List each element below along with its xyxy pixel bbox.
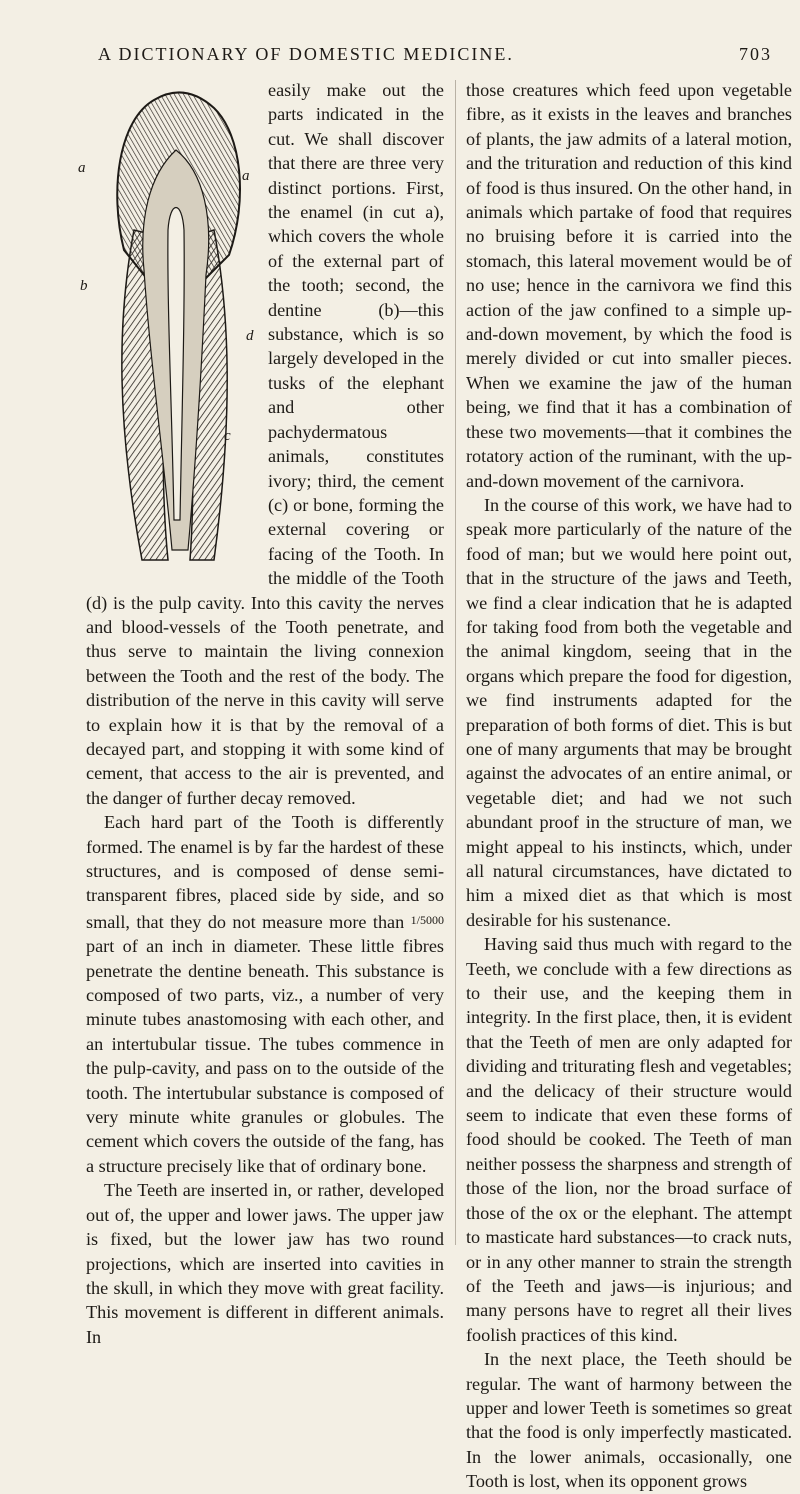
enamel-text-b: part of an inch in diameter. These little fibres penetrate the dentine beneath. This substance is composed of two parts, viz., a number of very minute tubes anastomosing with each other, and an intertubular tissue. The tubes commence in the pulp-cavity, and pass on to the outside of the tooth. The intertubular substance is composed of very minute white granules or globules. The cement which covers the outside of the fang, has a structure precisely like that of ordinary bone.: [86, 936, 444, 1176]
paragraph-jaw-motion: those creatures which feed upon vegetable fibre, as it exists in the leaves and branches of plants, the jaw admits of a lateral motion, and the trituration and reduction of this kind of food is thus insured. On the other hand, in animals which partake of food that requires no bruising before it is carried into the stomach, this lateral movement would be of no use; hence in the carnivora we find this action of the jaw confined to a simple up-and-down movement, by which the food is merely divided or cut into smaller pieces. When we examine the jaw of the human being, we find that it has a combination of these two movements—that it combines the rotatory action of the ruminant, with the up-and-down movement of the carnivora.: [466, 80, 792, 491]
fraction: 1/5000: [410, 912, 445, 927]
running-title: A DICTIONARY OF DOMESTIC MEDICINE.: [98, 44, 514, 64]
left-column: [78, 78, 445, 1349]
paragraph-directions: Having said thus much with regard to the Teeth, we conclude with a few directions as to their use, and the keeping them in integrity. In the first place, then, it is evident that the Teeth of men are only adapted for dividing and triturating flesh and vegetables; and the delicacy of their structure would seem to indicate that even these forms of food should be cooked. The Teeth of man neither possess the sharpness and strength of those of the lion, nor the broad surface of those of the ox or the elephant. The attempt to masticate hard substances—to crack nuts, or in any other manner to strain the strength of the Teeth and jaws—is injurious; and many persons have to regret all their lives foolish practices of this kind.: [466, 934, 792, 1345]
column-divider: [455, 80, 456, 1245]
svg-text:a: a: [78, 160, 86, 176]
svg-text:a: a: [242, 168, 250, 184]
page-number: 703: [739, 44, 772, 64]
paragraph-diet: In the course of this work, we have had to speak more particularly of the nature of the food of man; but we would here point out, that in the structure of the jaws and Teeth, we find a clear indication that he is adapted for taking food from both the vegetable and the animal kingdom, seeing that in the organs which prepare the food for digestion, we find instruments adapted for the preparation of both forms of diet. This is but one of many arguments that may be brought against the advocates of an entire animal, or vegetable diet; and had we not such abundant proof in the structure of man, we might appeal to his instincts, which, under all natural circumstances, have dictated to him a mixed diet as that which is most desirable for his sustenance.: [466, 494, 792, 930]
svg-text:b: b: [80, 278, 88, 294]
paragraph-jaw-insertion: The Teeth are inserted in, or rather, developed out of, the upper and lower jaws. The upper jaw is fixed, but the lower jaw has two round projections, which are inserted into cavities in the skull, in which they move with great facility. This movement is different in different animals. In: [86, 1180, 444, 1347]
page-header: [98, 44, 772, 72]
paragraph-enamel-structure: [86, 810, 444, 1178]
right-column: [466, 78, 792, 1494]
paragraph-tooth-parts: easily make out the parts indicated in the cut. We shall discover that there are three very distinct portions. First, the enamel (in cut a), which covers the whole of the external part of the tooth; second, the dentine (b)—this substance, which is so largely developed in the tusks of the elephant and other pachydermatous animals, constitutes ivory; third, the cement (c) or bone, forming the external covering or facing of the Tooth. In the middle of the Tooth (d) is the pulp cavity. Into this cavity the nerves and blood-vessels of the Tooth penetrate, and thus serve to maintain the living connexion between the Tooth and the rest of the body. The distribution of the nerve in this cavity will serve to explain how it is that by the removal of a decayed part, and stopping it with some kind of cement, that access to the air is prevented, and the danger of further decay removed.: [86, 80, 444, 808]
svg-text:c: c: [224, 428, 231, 444]
tooth-cross-section-illustration: [64, 80, 260, 576]
enamel-text-a: Each hard part of the Tooth is differently formed. The enamel is by far the hardest of these structures, and is composed of dense semi-transparent fibres, placed side by side, and so small, that they do not measure more than: [86, 812, 444, 932]
tooth-diagram-svg: [64, 80, 260, 576]
svg-text:d: d: [246, 328, 254, 344]
paragraph-regularity: In the next place, the Teeth should be regular. The want of harmony between the upper and lower Teeth is sometimes so great that the food is only imperfectly masticated. In the lower animals, occasionally, one Tooth is lost, when its opponent grows: [466, 1349, 792, 1492]
